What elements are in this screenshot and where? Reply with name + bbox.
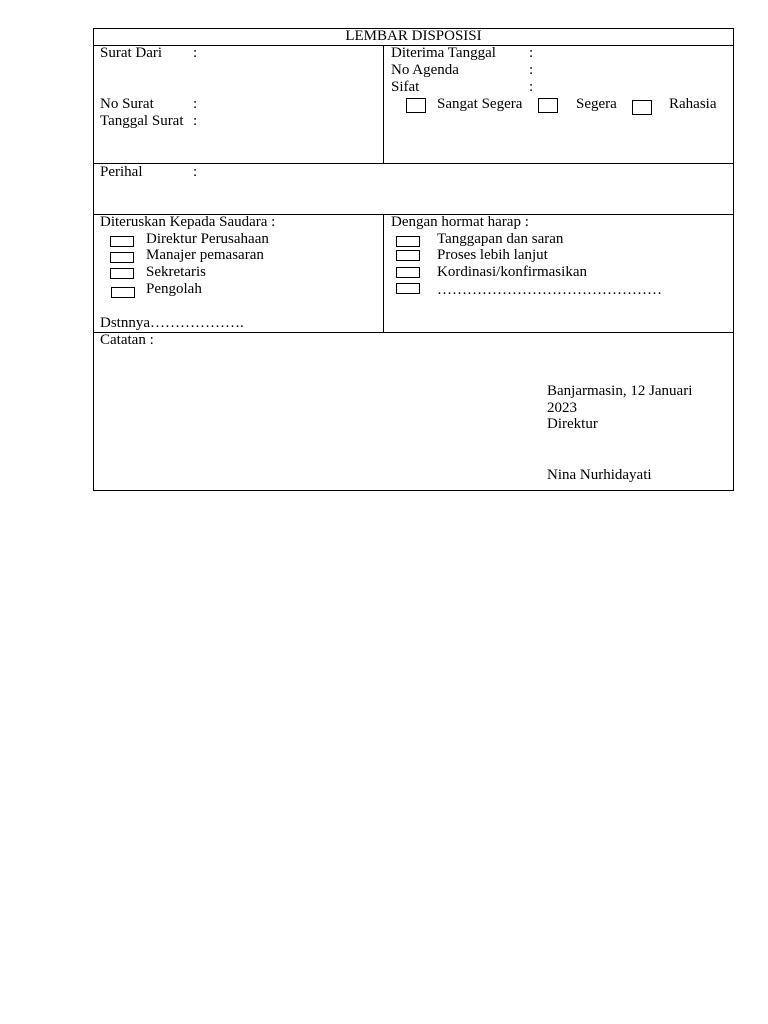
no-agenda-colon: :	[529, 62, 534, 78]
sifat-label: Sifat	[391, 79, 420, 95]
catatan-label: Catatan :	[100, 332, 154, 348]
routing-divider	[93, 332, 734, 333]
tanggapan-label: Tanggapan dan saran	[437, 231, 564, 247]
form-title: LEMBAR DISPOSISI	[345, 28, 482, 44]
proses-checkbox[interactable]	[396, 250, 420, 261]
border-right	[733, 28, 734, 491]
sekretaris-label: Sekretaris	[146, 264, 206, 280]
manajer-checkbox[interactable]	[110, 252, 134, 263]
routing-column-divider	[383, 214, 384, 332]
border-bottom	[93, 490, 734, 491]
kordinasi-checkbox[interactable]	[396, 267, 420, 278]
rahasia-checkbox[interactable]	[632, 100, 652, 115]
border-left	[93, 28, 94, 491]
no-surat-colon: :	[193, 96, 198, 112]
diteruskan-label: Diteruskan Kepada Saudara :	[100, 214, 276, 230]
perihal-label: Perihal	[100, 164, 143, 180]
sangat-segera-label: Sangat Segera	[437, 96, 523, 112]
dstnnya-text: Dstnnya……………….	[100, 315, 244, 331]
disposition-form	[93, 28, 734, 491]
header-divider	[93, 163, 734, 164]
sifat-colon: :	[529, 79, 534, 95]
sekretaris-checkbox[interactable]	[110, 268, 134, 279]
diterima-tanggal-label: Diterima Tanggal	[391, 45, 496, 61]
other-dotted-line: ………………………………………	[437, 282, 662, 298]
segera-label: Segera	[576, 96, 617, 112]
tanggapan-checkbox[interactable]	[396, 236, 420, 247]
direktur-checkbox[interactable]	[110, 236, 134, 247]
surat-dari-colon: :	[193, 45, 198, 61]
kordinasi-label: Kordinasi/konfirmasikan	[437, 264, 587, 280]
rahasia-label: Rahasia	[669, 96, 717, 112]
sangat-segera-checkbox[interactable]	[406, 98, 426, 113]
signer-position: Direktur	[547, 416, 598, 432]
surat-dari-label: Surat Dari	[100, 45, 163, 61]
place-date-line2: 2023	[547, 400, 577, 416]
pengolah-label: Pengolah	[146, 281, 202, 297]
tanggal-surat-colon: :	[193, 113, 198, 129]
signer-name: Nina Nurhidayati	[547, 467, 652, 483]
no-agenda-label: No Agenda	[391, 62, 459, 78]
proses-label: Proses lebih lanjut	[437, 247, 548, 263]
no-surat-label: No Surat	[100, 96, 154, 112]
direktur-label: Direktur Perusahaan	[146, 231, 269, 247]
segera-checkbox[interactable]	[538, 98, 558, 113]
dengan-hormat-label: Dengan hormat harap :	[391, 214, 529, 230]
header-column-divider	[383, 45, 384, 163]
manajer-label: Manajer pemasaran	[146, 247, 264, 263]
place-date-line1: Banjarmasin, 12 Januari	[547, 383, 693, 399]
other-checkbox[interactable]	[396, 283, 420, 294]
diterima-tanggal-colon: :	[529, 45, 534, 61]
perihal-colon: :	[193, 164, 198, 180]
pengolah-checkbox[interactable]	[111, 287, 135, 298]
tanggal-surat-label: Tanggal Surat	[100, 113, 184, 129]
